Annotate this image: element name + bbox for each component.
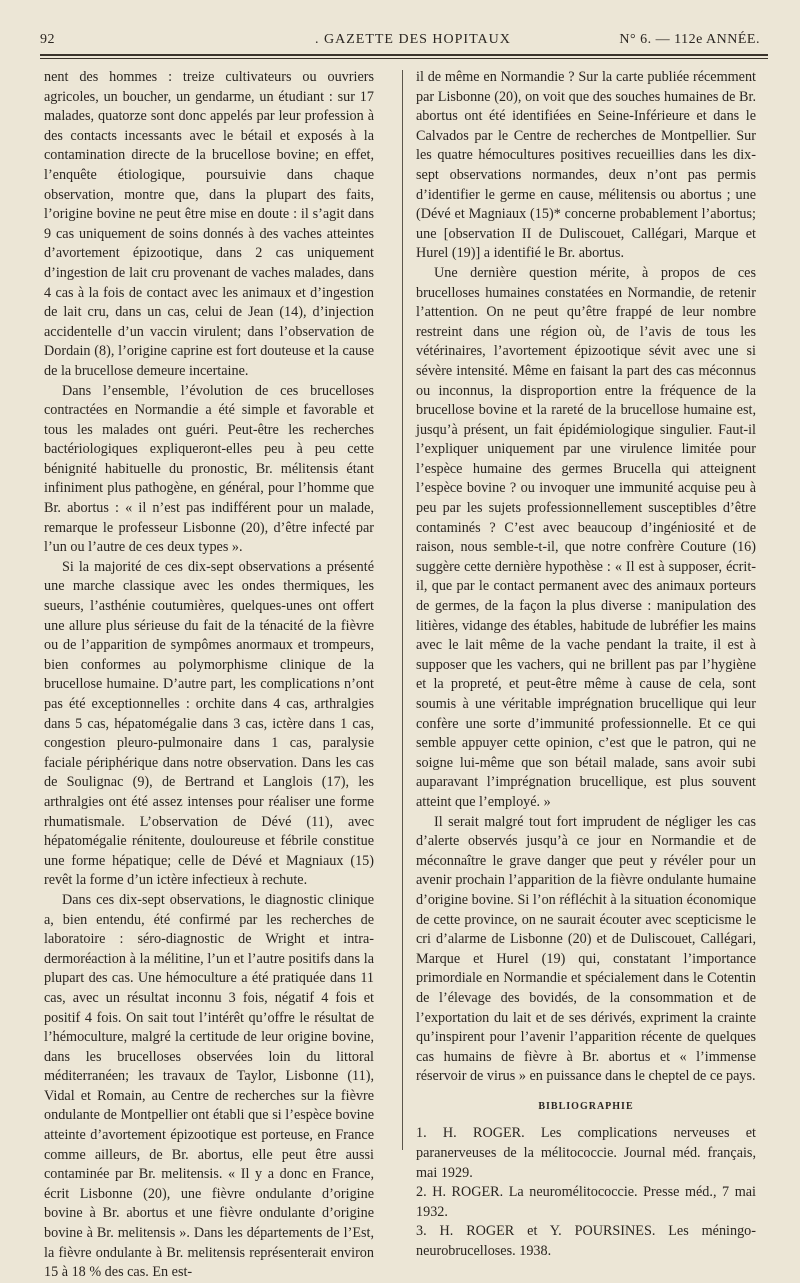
- paragraph: Il serait malgré tout fort imprudent de négliger les cas d’alerte observés jusqu’à ce jour en Normandie et de méconnaître le grave danger que peut y révéler pour un avenir prochain l’apparition de la fièvre ondulante humaine d’origine bovine. Si l’on réfléchit à la situation économique de cette province, on ne saurait écouter avec scepticisme le cri d’alarme de Lisbonne (20) et de Duliscouet, Callégari, Marque et Hurel (19) qui, constatant l’importance primordiale en Normandie et spécialement dans le Cotentin de l’élevage des bovidés, de la consommation et de l’exportation du lait et de ses dérivés, expriment la crainte qu’inspirent pour l’avenir l’apparition récente de quelques cas humains de fièvre à Br. abortus et « l’immense réservoir de virus » en puissance dans le cheptel de ce pays.: [416, 813, 756, 1085]
- paragraph: il de même en Normandie ? Sur la carte publiée récemment par Lisbonne (20), on voit que des souches humaines de Br. abortus ont été identifiées en Seine-Inférieure et dans le Calvados par le Centre de recherches de Montpellier. Sur les quatre hémocultures positives recueillies dans les dix-sept observations normandes, deux n’ont pas permis d’identifier le germe en cause, mélitensis ou abortus ; une (Dévé et Magniaux (15)* concerne probablement l’abortus; une [observation II de Duliscouet, Callégari, Marque et Hurel (19)] a identifié le Br. abortus.: [416, 69, 756, 262]
- bibliography-entry: 2. H. ROGER. La neuromélitococcie. Presse méd., 7 mai 1932.: [416, 1184, 756, 1220]
- header-rule: [40, 54, 768, 56]
- column-separator: [402, 70, 403, 1150]
- page-header: [40, 28, 760, 50]
- bibliography-entry: 3. H. ROGER et Y. POURSINES. Les méningo-neurobrucelloses. 1938.: [416, 1223, 756, 1260]
- right-column: [416, 68, 756, 1262]
- paragraph: nent des hommes : treize cultivateurs ou ouvriers agricoles, un boucher, un gendarme, un étudiant : sur 17 malades, quatorze sont donc appelés par leur profession à des contacts incessants avec le bétail et exposés à la contamination directe de la brucellose bovine; en effet, l’enquête étiologique, poursuivie dans chaque observation, montre que, dans la plupart des faits, l’origine bovine ne peut être mise en doute : il s’agit dans 9 cas uniquement de soins donnés à des vaches atteintes d’avortement épizootique, dans 2 cas uniquement d’ingestion de lait cru provenant de vaches malades, dans 4 cas à la fois de contact avec les animaux et d’ingestion de lait cru, dans un cas, celui de Jean (14), d’injection accidentelle d’un vaccin virulent; dans l’observation de Dordain (8), l’origine caprine est fort douteuse et la cause de la brucellose demeure incertaine.: [44, 69, 374, 379]
- paragraph: Dans ces dix-sept observations, le diagnostic clinique a, bien entendu, été confirmé par les recherches de laboratoire : séro-diagnostic de Wright et intra-dermoréaction à la mélitine, l’un et l’autre positifs dans la plupart des cas. Une hémoculture a été pratiquée dans 11 cas, avec un résultat inconnu 3 fois, négatif 4 fois et positif 4 fois. On sait tout l’intérêt qu’offre le résultat de l’hémoculture, malgré la certitude de leur origine bovine, dans les brucelloses observées loin du littoral méditerranéen; les travaux de Taylor, Lisbonne (11), Vidal et Romain, au Centre de recherches sur la fièvre ondulante de Montpellier ont établi que si l’espèce bovine atteinte d’avortement épizootique est porteuse, en France comme ailleurs, de Br. abortus, elle peut être aussi contaminée par Br. melitensis. « Il y a donc en France, écrit Lisbonne (20), une fièvre ondulante d’origine bovine à Br. abortus et une fièvre ondulante d’origine bovine à Br. melitensis ». Dans les départements de l’Est, la fièvre ondulante à Br. melitensis représenterait environ 15 à 18 % des cas. En est-: [44, 891, 374, 1281]
- issue-label: N° 6. — 112e ANNÉE.: [619, 32, 760, 47]
- header-rule-thin: [40, 58, 768, 59]
- paragraph: Si la majorité de ces dix-sept observations a présenté une marche classique avec les ondes thermiques, les sueurs, l’asthénie coutumières, quelques-unes ont offert une allure plus sérieuse du fait de la ténacité de la fièvre ou de l’apparition de sympômes anormaux et trompeurs, bien conformes au polymorphisme clinique de la brucellose humaine. D’autre part, les complications n’ont pas été exceptionnelles : orchite dans 4 cas, arthralgies dans 5 cas, hépatomégalie dans 3 cas, ictère dans 1 cas, congestion pleuro-pulmonaire dans 1 cas, paralysie faciale périphérique dans notre observation. Dans les cas de Soulignac (9), de Bertrand et Langlois (17), les arthralgies ont été assez intenses pour réaliser une forme rhumatismale. L’observation de Dévé (11), avec hépatomégalie rénitente, douloureuse et fébrile constitue une forme hépatique; celle de Dévé et Magniaux (15) revêt la forme d’un ictère infectieux à rechute.: [44, 558, 374, 889]
- bibliography-entry: 1. H. ROGER. Les complications nerveuses et paranerveuses de la mélitococcie. Journal méd. français, mai 1929.: [416, 1125, 756, 1181]
- paragraph: Une dernière question mérite, à propos de ces brucelloses humaines constatées en Normandie, de retenir l’attention. On ne peut qu’être frappé de leur nombre restreint dans une région où, de l’avis de tous les vétérinaires, l’avortement épizootique sévit avec une si sévère intensité. Même en faisant la part des cas méconnus ou inconnus, la disproportion entre la fréquence de la brucellose bovine et la rareté de la brucellose humaine est, jusqu’à présent, un fait épidémiologique singulier. Faut-il l’expliquer uniquement par une virulence limitée pour l’espèce humaine des germes Brucella qui atteignent l’espèce bovine ? ou invoquer une immunité acquise peu à peu par les sujets professionnellement susceptibles d’être contaminés ? C’est avec beaucoup d’ingéniosité et de raison, nous semble-t-il, que notre confrère Couture (16) suggère cette dernière hypothèse : « Il est à supposer, écrit-il, que par le contact permanent avec des animaux porteurs de germes, de la façon la plus diverse : manipulation des litières, vidange des étables, habitude de lubréfier les mains avec le lait même de la vache pendant la traite, il est à supposer que les vachers, qui ne brillent pas par l’hygiène et la propreté, et peut-être même à cause de cela, sont soumis à une véritable imprégnation brucellique qui leur confère une sorte d’immunité professionnelle. Et ce qui semble appuyer cette opinion, c’est que le patron, qui ne soigne lui-même que son bétail malade, sans avoir subi auparavant l’imprégnation brucellique, est plus souvent atteint que l’employé. »: [416, 264, 756, 810]
- journal-title: . GAZETTE DES HOPITAUX: [315, 32, 511, 47]
- bibliography-title: BIBLIOGRAPHIE: [538, 1100, 634, 1112]
- page-number: 92: [40, 32, 55, 47]
- left-column: [44, 68, 374, 1283]
- paragraph: Dans l’ensemble, l’évolution de ces brucelloses contractées en Normandie a été simple et favorable et tous les malades ont guéri. Peut-être les recherches bactériologiques expliqueront-elles peu à peu cette bénignité habituelle du pronostic, Br. mélitensis étant infiniment plus pathogène, en général, pour l’homme que Br. abortus : « il n’est pas indifférent pour un malade, remarque le professeur Lisbonne (20), d’être infecté par l’un ou l’autre de ces deux types ».: [44, 382, 374, 556]
